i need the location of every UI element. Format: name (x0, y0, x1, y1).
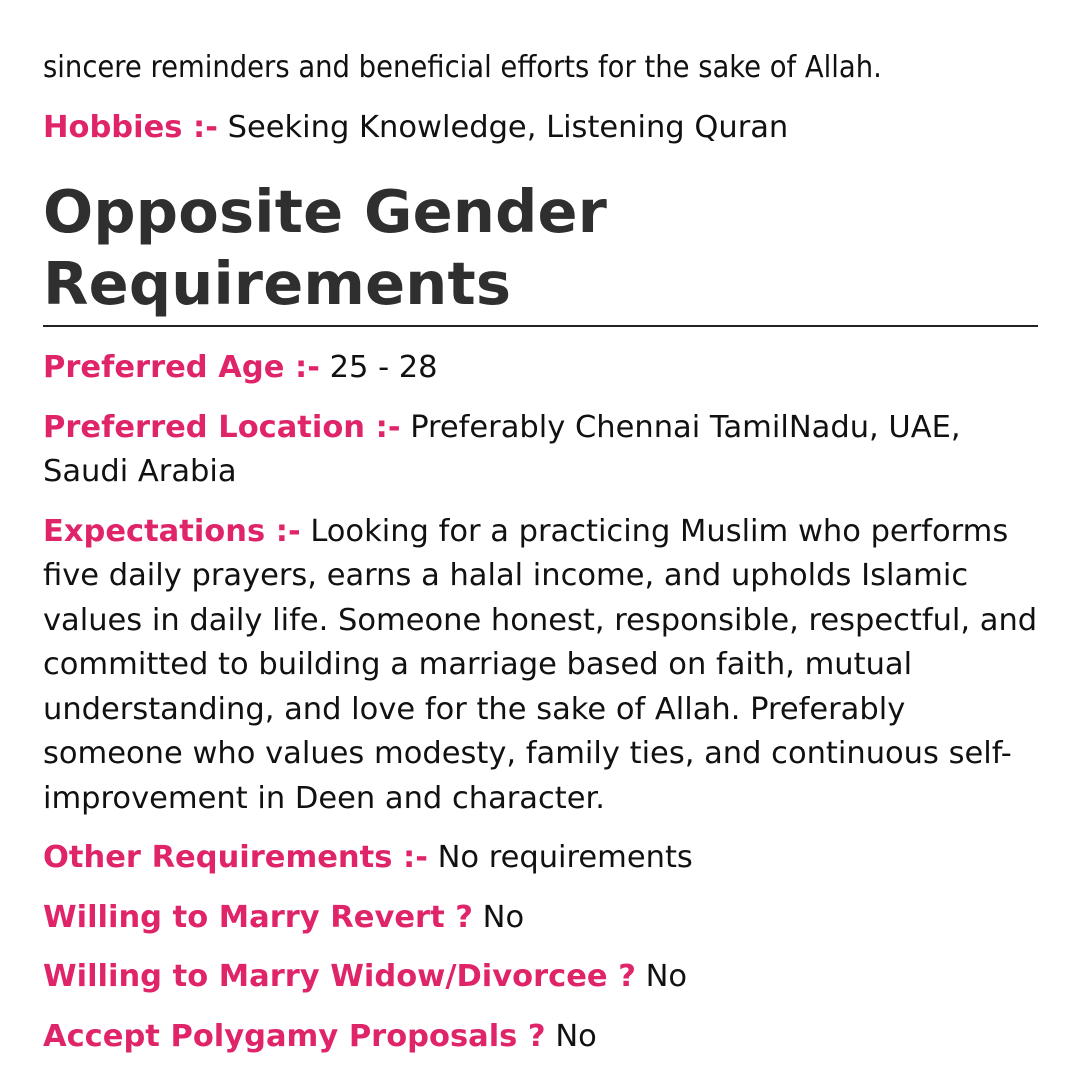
other-requirements-field (43, 836, 1038, 881)
hobbies-field (43, 106, 1038, 151)
section-title-opposite-gender-requirements: Opposite Gender Requirements (43, 176, 1038, 327)
marry-revert-field (43, 896, 1038, 941)
polygamy-proposals-field (43, 1015, 1038, 1060)
marry-revert-value: No (482, 899, 525, 935)
preferred-location-field (43, 406, 1038, 495)
marry-widow-divorcee-value: No (645, 959, 688, 994)
preferred-location-label: Preferred Location :- (43, 409, 401, 445)
marry-revert-label: Willing to Marry Revert ? (43, 899, 473, 935)
marry-widow-divorcee-field (43, 955, 1038, 1000)
polygamy-proposals-label: Accept Polygamy Proposals ? (43, 1018, 546, 1054)
about-continuation-text: sincere reminders and beneficial efforts for the sake of Allah. (43, 50, 882, 85)
hobbies-value: Seeking Knowledge, Listening Quran (227, 109, 789, 145)
expectations-value: Looking for a practicing Muslim who performs five daily prayers, earns a halal income, and upholds Islamic values in daily life. Someone honest, responsible, respectful, and committed to building a marriage based on faith, mutual understanding, and love for the sake of Allah. Preferably someone who values modesty, family ties, and continuous self-improvement in Deen and character. (43, 513, 1038, 816)
hobbies-label: Hobbies :- (43, 109, 218, 145)
other-requirements-value: No requirements (437, 840, 693, 875)
preferred-age-field (43, 346, 1038, 391)
preferred-age-label: Preferred Age :- (43, 350, 320, 385)
preferred-age-value: 25 - 28 (329, 350, 438, 385)
marry-widow-divorcee-label: Willing to Marry Widow/Divorcee ? (43, 959, 636, 994)
profile-document (43, 46, 1038, 1074)
polygamy-proposals-value: No (555, 1018, 597, 1054)
expectations-field (43, 510, 1038, 822)
expectations-label: Expectations :- (43, 513, 301, 549)
preferred-location-value: Preferably Chennai TamilNadu, UAE, Saudi Arabia (43, 409, 961, 489)
other-requirements-label: Other Requirements :- (43, 840, 428, 875)
